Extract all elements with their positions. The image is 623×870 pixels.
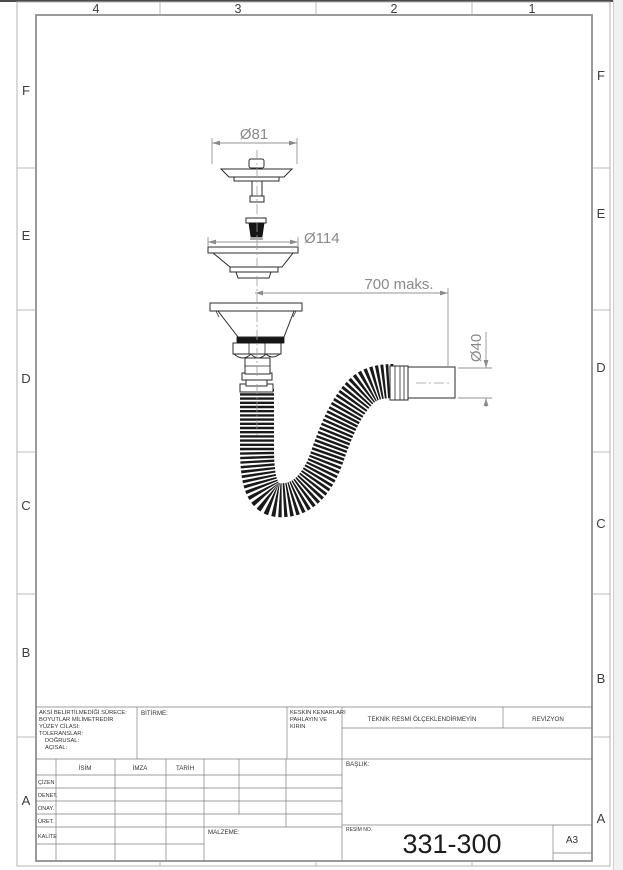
stopper-drawing — [221, 159, 292, 239]
dimension-114 — [208, 230, 340, 247]
zone-row-f-left: F — [22, 83, 30, 98]
revision-label: REVİZYON — [532, 716, 564, 723]
sheet-frame — [17, 2, 610, 866]
paper-size: A3 — [565, 835, 579, 846]
col-name: İSİM — [78, 765, 92, 772]
edges-note — [290, 709, 346, 730]
flexible-hose-drawing — [257, 381, 394, 500]
svg-text:KESKİN KENARLARI: KESKİN KENARLARI — [290, 710, 346, 716]
zone-row-a-right: A — [596, 811, 606, 826]
strainer-basket-drawing — [208, 247, 298, 278]
zone-row-c-right: C — [596, 516, 606, 531]
svg-text:AÇISAL:: AÇISAL: — [45, 745, 68, 751]
svg-text:PAHLAYIN VE: PAHLAYIN VE — [290, 717, 328, 723]
drain-body-drawing — [210, 303, 302, 392]
zone-row-f-right: F — [597, 68, 605, 83]
zone-row-e-left: E — [21, 228, 31, 243]
col-date: TARİH — [175, 765, 195, 772]
dim-label-hose-length: 700 maks. — [364, 276, 434, 293]
drawing-number: 331-300 — [402, 829, 502, 859]
zone-row-b-left: B — [21, 645, 31, 660]
title-block — [36, 707, 592, 861]
dim-label-stopper-diameter: Ø81 — [239, 126, 269, 143]
row-drawn: ÇİZEN — [38, 780, 55, 786]
material-label: MALZEME: — [208, 829, 240, 836]
zone-col-1: 1 — [528, 2, 536, 16]
svg-text:KIRIN: KIRIN — [290, 724, 306, 730]
title-label: BAŞLIK: — [346, 761, 370, 768]
zone-col-2: 2 — [390, 2, 398, 16]
zone-row-a-left: A — [21, 793, 31, 808]
do-not-scale-note: TEKNİK RESMİ ÖLÇEKLENDİRMEYİN — [367, 716, 477, 723]
dim-label-strainer-diameter: Ø114 — [304, 230, 340, 247]
svg-text:BOYUTLAR MİLİMETREDİR: BOYUTLAR MİLİMETREDİR — [39, 717, 114, 723]
outlet-pipe-drawing — [390, 366, 455, 400]
zone-row-d-left: D — [21, 371, 31, 386]
general-note — [39, 709, 127, 751]
finish-label: BİTİRME: — [141, 710, 168, 717]
zone-row-b-right: B — [596, 671, 606, 686]
svg-text:TOLERANSLAR:: TOLERANSLAR: — [39, 731, 84, 737]
zone-row-d-right: D — [596, 360, 606, 375]
col-signature: İMZA — [132, 765, 148, 772]
svg-text:AKSİ BELİRTİLMEDİĞİ SÜRECE:: AKSİ BELİRTİLMEDİĞİ SÜRECE: — [39, 710, 127, 716]
zone-row-c-left: C — [21, 498, 31, 513]
dimension-40 — [458, 332, 492, 407]
dimension-81 — [212, 126, 297, 164]
drawing-no-label: RESİM NO. — [346, 827, 373, 833]
row-manufactured: ÜRET. — [38, 819, 54, 825]
dim-label-outlet-diameter: Ø40 — [468, 333, 485, 363]
zone-col-3: 3 — [234, 2, 242, 16]
svg-text:DOĞRUSAL:: DOĞRUSAL: — [45, 738, 80, 744]
row-checked: DENET. — [38, 793, 58, 799]
row-quality: KALİTE — [38, 834, 57, 840]
zone-col-4: 4 — [92, 2, 100, 16]
photo-right-edge — [613, 0, 623, 870]
svg-text:YÜZEY CİLASI:: YÜZEY CİLASI: — [39, 724, 80, 730]
row-approved: ONAY. — [38, 806, 54, 812]
zone-row-e-right: E — [596, 206, 606, 221]
